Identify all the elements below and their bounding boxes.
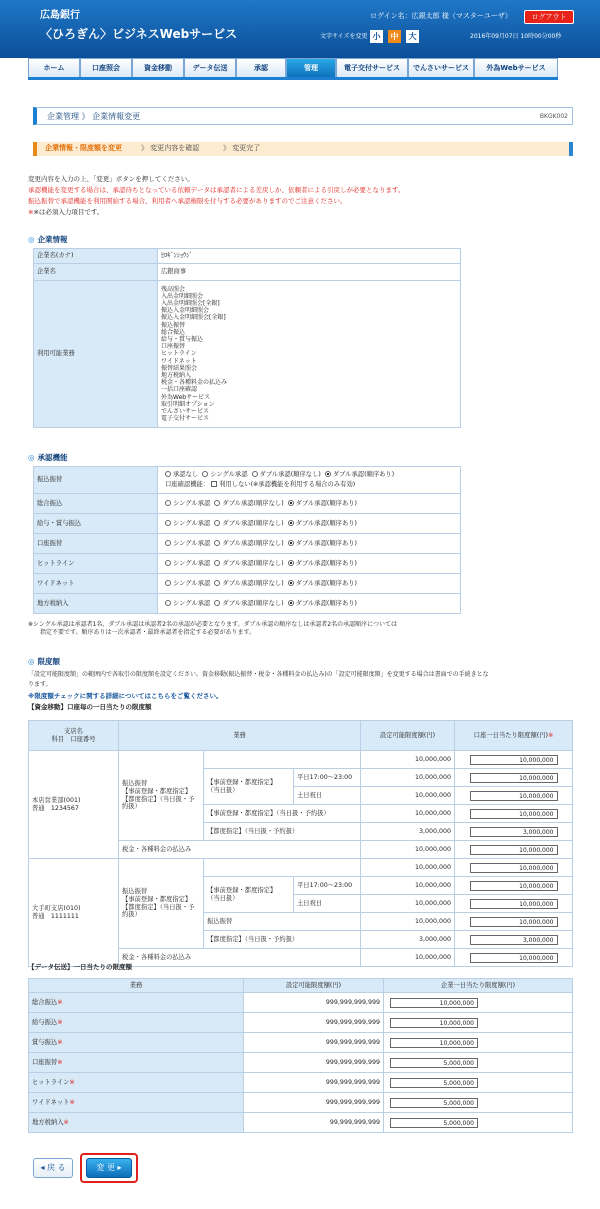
furikomi-label: 振込振替 【事前登録・都度指定】 【都度指定】（当日扱・予約扱） — [119, 751, 204, 841]
daily-limit-input[interactable]: 3,000,000 — [470, 827, 558, 837]
data-limit-heading: 【データ伝送】一日当たりの限度額 — [28, 963, 132, 971]
approval-row-label: ヒットライン — [34, 554, 158, 574]
services-list — [158, 281, 461, 428]
data-row-label: 賞与振込※ — [29, 1033, 244, 1053]
nav-underline — [28, 77, 558, 80]
instruction-text: 変更内容を入力の上、「変更」ボタンを押してください。 — [28, 175, 194, 183]
data-row-label: ワイドネット※ — [29, 1093, 244, 1113]
approval-table — [33, 466, 461, 614]
tab-densai[interactable]: でんさいサービス — [408, 58, 474, 78]
data-settable-value: 999,999,999,999 — [244, 1093, 384, 1113]
settable-value: 10,000,000 — [361, 895, 455, 913]
data-daily-limit-input[interactable]: 5,000,000 — [390, 1058, 478, 1068]
account-cell: 本店営業部(001) 普通 1234567 — [29, 751, 119, 859]
radio-double-unordered[interactable] — [214, 500, 220, 506]
data-daily-limit-input[interactable]: 10,000,000 — [390, 1038, 478, 1048]
col-data-settable: 設定可能限度額(円) — [244, 979, 384, 993]
radio-double-ordered[interactable] — [288, 580, 294, 586]
radio-double-ordered[interactable] — [288, 560, 294, 566]
header — [0, 0, 600, 58]
service-item: 口座振替 — [161, 343, 186, 351]
radio-single[interactable] — [165, 560, 171, 566]
approval-options: シングル承認 ダブル承認(順序なし) ダブル承認(順序あり) — [158, 514, 461, 534]
approval-options: シングル承認 ダブル承認(順序なし) ダブル承認(順序あり) — [158, 494, 461, 514]
tax-label: 税金・各種料金の払込み — [119, 949, 361, 967]
service-item: 一括口座確認 — [161, 386, 198, 394]
account-cell: 大手町支店(010) 普通 1111111 — [29, 859, 119, 967]
radio-double-unordered[interactable] — [252, 471, 258, 477]
step-current: 企業情報・限度額を変更 — [45, 144, 122, 152]
data-daily-limit-input[interactable]: 10,000,000 — [390, 1018, 478, 1028]
tab-forex-web[interactable]: 外為Webサービス — [474, 58, 558, 78]
limits-description-1: 「設定可能限度額」の範囲内で各取引の限度額を設定ください。資金移動(振込振替・税金・各種料金の払込み)の「設定可能限度額」を変更する場合は書面での手続きとな — [28, 671, 489, 678]
settable-value: 10,000,000 — [361, 769, 455, 787]
radio-double-unordered[interactable] — [214, 560, 220, 566]
service-item: 振込振替 — [161, 321, 186, 329]
service-item: でんさいサービス — [161, 408, 210, 416]
daily-limit-input[interactable]: 10,000,000 — [470, 881, 558, 891]
radio-double-ordered[interactable] — [288, 500, 294, 506]
approval-section-heading: ◎ 承認機能 — [28, 453, 68, 462]
main-nav — [28, 58, 558, 78]
screen-id: BKGK002 — [539, 113, 568, 120]
approval-row-label: 地方税納入 — [34, 594, 158, 614]
data-row-label: 総合振込※ — [29, 993, 244, 1013]
biz-sub-cell: 【都度指定】（当日扱・予約扱） — [204, 823, 361, 841]
settable-value: 10,000,000 — [361, 859, 455, 877]
data-row-label: ヒットライン※ — [29, 1073, 244, 1093]
data-limit-table — [28, 978, 573, 1133]
radio-double-ordered[interactable] — [288, 520, 294, 526]
approval-options: シングル承認 ダブル承認(順序なし) ダブル承認(順序あり) — [158, 594, 461, 614]
login-user: ログイン名：広銀太郎 様（マスターユーザ） — [370, 12, 512, 20]
daily-limit-input[interactable]: 10,000,000 — [470, 755, 558, 765]
approval-note-1: ※シングル承認は承認者1名、ダブル承認は承認者2名の承認が必要となります。ダブル承認の順序なしは承認者2名の承認順序については — [28, 621, 397, 628]
radio-single[interactable] — [202, 471, 208, 477]
company-name-value: 広銀商事 — [158, 264, 461, 281]
service-item: 総合振込 — [161, 328, 186, 336]
radio-none[interactable] — [165, 471, 171, 477]
settable-value: 10,000,000 — [361, 949, 455, 967]
company-kana-label: 企業名(カナ) — [34, 249, 158, 264]
service-item: 税金・各種料金の払込み — [161, 379, 228, 387]
font-size-label: 文字サイズを変更 — [320, 33, 368, 40]
service-item: 外為Webサービス — [161, 393, 211, 401]
data-settable-value: 999,999,999,999 — [244, 1073, 384, 1093]
tab-management[interactable]: 管理 — [286, 58, 336, 78]
col-data-business: 業務 — [29, 979, 244, 993]
settable-value: 3,000,000 — [361, 823, 455, 841]
bank-logo: 広島銀行 — [40, 10, 80, 21]
radio-single[interactable] — [165, 520, 171, 526]
data-row-label: 口座振替※ — [29, 1053, 244, 1073]
radio-double-ordered[interactable] — [325, 471, 331, 477]
radio-double-unordered[interactable] — [214, 600, 220, 606]
page-title: 企業管理 》 企業情報変更 — [47, 112, 141, 121]
data-daily-limit-input[interactable]: 5,000,000 — [390, 1118, 478, 1128]
service-item: 電子交付サービス — [161, 415, 210, 423]
tab-e-delivery[interactable]: 電子交付サービス — [336, 58, 408, 78]
font-size-small-button[interactable]: 小 — [370, 30, 383, 43]
service-item: 入出金明細照会[全銀] — [161, 299, 220, 307]
biz-sub-cell: 【事前登録・都度指定】（当日扱・予約扱） — [204, 805, 361, 823]
holiday-label: 土日祝日 — [294, 787, 361, 805]
daily-limit-input[interactable]: 3,000,000 — [470, 935, 558, 945]
data-daily-limit-input[interactable]: 10,000,000 — [390, 998, 478, 1008]
data-settable-value: 999,999,999,999 — [244, 993, 384, 1013]
tab-data-transmission[interactable]: データ伝送 — [184, 58, 236, 78]
approval-options: シングル承認 ダブル承認(順序なし) ダブル承認(順序あり) — [158, 554, 461, 574]
limits-description-2: ります。 — [28, 681, 52, 688]
holiday-label: 土日祝日 — [294, 895, 361, 913]
warning-text-2: 振込振替で承認機能を利用開始する場合、利用者へ承認権限を付与する必要がありますのでご注意ください。 — [28, 197, 347, 205]
service-item: 地方税納入 — [161, 372, 192, 379]
account-check-checkbox[interactable] — [211, 481, 217, 487]
data-daily-limit-input[interactable]: 5,000,000 — [390, 1098, 478, 1108]
settable-value: 3,000,000 — [361, 931, 455, 949]
biz-sub-cell: 【事前登録・都度指定】 （当日扱） — [204, 877, 294, 913]
approval-options: シングル承認 ダブル承認(順序なし) ダブル承認(順序あり) — [158, 534, 461, 554]
daily-limit-input[interactable]: 10,000,000 — [470, 791, 558, 801]
settable-value: 10,000,000 — [361, 805, 455, 823]
service-item: 振替結果照会 — [161, 364, 198, 372]
radio-double-unordered[interactable] — [214, 540, 220, 546]
data-daily-limit-input[interactable]: 5,000,000 — [390, 1078, 478, 1088]
approval-row-label: 振込振替 — [34, 467, 158, 494]
radio-single[interactable] — [165, 500, 171, 506]
tab-approval[interactable]: 承認 — [236, 58, 286, 78]
tab-fund-transfer[interactable]: 資金移動 — [132, 58, 184, 78]
service-item: 残高照会 — [161, 285, 186, 293]
service-item: 取引明細オプション — [161, 400, 215, 408]
step-complete: 》 変更完了 — [223, 144, 261, 152]
change-button[interactable]: 変 更 ▸ — [86, 1158, 132, 1178]
daily-limit-input[interactable]: 10,000,000 — [470, 773, 558, 783]
service-item: 入出金明細照会 — [161, 292, 204, 300]
service-item: 振込入金明細照会[全銀] — [161, 314, 226, 322]
data-row-label: 地方税納入※ — [29, 1113, 244, 1133]
data-settable-value: 99,999,999,999 — [244, 1113, 384, 1133]
tab-home[interactable]: ホーム — [28, 58, 80, 78]
radio-single[interactable] — [165, 540, 171, 546]
warning-text-1: 承認機能を変更する場合は、承認待ちとなっている依頼データは承認者による差戻しか、依頼者による引戻しが必要となります。 — [28, 186, 405, 194]
company-info-table — [33, 248, 461, 428]
approval-row-label: 給与・賞与振込 — [34, 514, 158, 534]
settable-value: 10,000,000 — [361, 913, 455, 931]
page-title-bar — [33, 107, 573, 125]
limit-check-link[interactable]: ※限度額チェックに関する詳細についてはこちらをご覧ください。 — [28, 692, 223, 700]
approval-row-label: 総合振込 — [34, 494, 158, 514]
radio-double-unordered[interactable] — [214, 580, 220, 586]
daily-limit-input[interactable]: 10,000,000 — [470, 809, 558, 819]
col-data-daily: 企業一日当たり限度額(円) — [384, 979, 573, 993]
required-note: ※※は必須入力項目です。 — [28, 208, 104, 216]
radio-single[interactable] — [165, 600, 171, 606]
daily-limit-input[interactable]: 10,000,000 — [470, 899, 558, 909]
company-section-heading: ◎ 企業情報 — [28, 235, 68, 244]
col-settable: 設定可能限度額(円) — [361, 721, 455, 751]
col-daily: 口座一日当たり限度額(円)※ — [455, 721, 573, 751]
col-branch: 支店名 科目 口座番号 — [29, 721, 119, 751]
radio-single[interactable] — [165, 580, 171, 586]
radio-double-ordered[interactable] — [288, 540, 294, 546]
progress-steps — [33, 142, 573, 156]
step-confirm: 》 変更内容を確認 — [141, 144, 200, 152]
settable-value: 10,000,000 — [361, 841, 455, 859]
col-business: 業務 — [119, 721, 361, 751]
approval-options-furikomi: 承認なし シングル承認 ダブル承認(順序なし) ダブル承認(順序あり) 口座確認機能： 利用しない(※承認機能を利用する場合のみ有効) — [158, 467, 461, 494]
settable-value: 10,000,000 — [361, 877, 455, 895]
fund-limit-heading: 【資金移動】口座毎の一日当たりの限度額 — [28, 703, 152, 711]
furikomi-label: 振込振替 【事前登録・都度指定】 【都度指定】（当日扱・予約扱） — [119, 859, 204, 949]
data-settable-value: 999,999,999,999 — [244, 1033, 384, 1053]
biz-sub-cell: 【事前登録・都度指定】 （当日扱） — [204, 769, 294, 805]
biz-sub-cell: 振込振替 — [204, 913, 361, 931]
logout-button[interactable]: ログアウト — [524, 10, 574, 24]
approval-note-2: 指定不要です。順序ありは一次承認者・最終承認者を指定する必要があります。 — [40, 629, 256, 636]
font-size-medium-button[interactable]: 中 — [388, 30, 401, 43]
radio-double-unordered[interactable] — [214, 520, 220, 526]
tax-label: 税金・各種料金の払込み — [119, 841, 361, 859]
font-size-large-button[interactable]: 大 — [406, 30, 419, 43]
data-settable-value: 999,999,999,999 — [244, 1053, 384, 1073]
fund-limit-table — [28, 720, 573, 967]
current-datetime: 2016年09月07日 10時00分00秒 — [470, 33, 562, 40]
service-item: 振込入金明細照会 — [161, 307, 210, 315]
biz-sub-cell: 【都度指定】（当日扱・予約扱） — [204, 931, 361, 949]
daily-limit-input[interactable]: 10,000,000 — [470, 863, 558, 873]
daily-limit-input[interactable]: 10,000,000 — [470, 917, 558, 927]
limits-section-heading: ◎ 限度額 — [28, 657, 61, 666]
daily-limit-input[interactable]: 10,000,000 — [470, 953, 558, 963]
weekday-label: 平日17:00～23:00 — [294, 769, 361, 787]
daily-limit-input[interactable]: 10,000,000 — [470, 845, 558, 855]
settable-value: 10,000,000 — [361, 787, 455, 805]
approval-row-label: 口座振替 — [34, 534, 158, 554]
radio-double-ordered[interactable] — [288, 600, 294, 606]
service-logo: 〈ひろぎん〉ビジネスWebサービス — [40, 27, 238, 41]
approval-options: シングル承認 ダブル承認(順序なし) ダブル承認(順序あり) — [158, 574, 461, 594]
weekday-label: 平日17:00～23:00 — [294, 877, 361, 895]
service-item: 給与・賞与振込 — [161, 335, 204, 343]
settable-value: 10,000,000 — [361, 751, 455, 769]
company-kana-value: ﾋﾛｷﾞﾝｼｮｳｼﾞ — [158, 249, 461, 264]
services-label: 利用可能業務 — [34, 281, 158, 428]
data-settable-value: 999,999,999,999 — [244, 1013, 384, 1033]
data-row-label: 給与振込※ — [29, 1013, 244, 1033]
service-item: ワイドネット — [161, 357, 197, 365]
approval-row-label: ワイドネット — [34, 574, 158, 594]
tab-account-inquiry[interactable]: 口座照会 — [80, 58, 132, 78]
company-name-label: 企業名 — [34, 264, 158, 281]
back-button[interactable]: ◂ 戻 る — [33, 1158, 73, 1178]
service-item: ヒットライン — [161, 350, 197, 358]
